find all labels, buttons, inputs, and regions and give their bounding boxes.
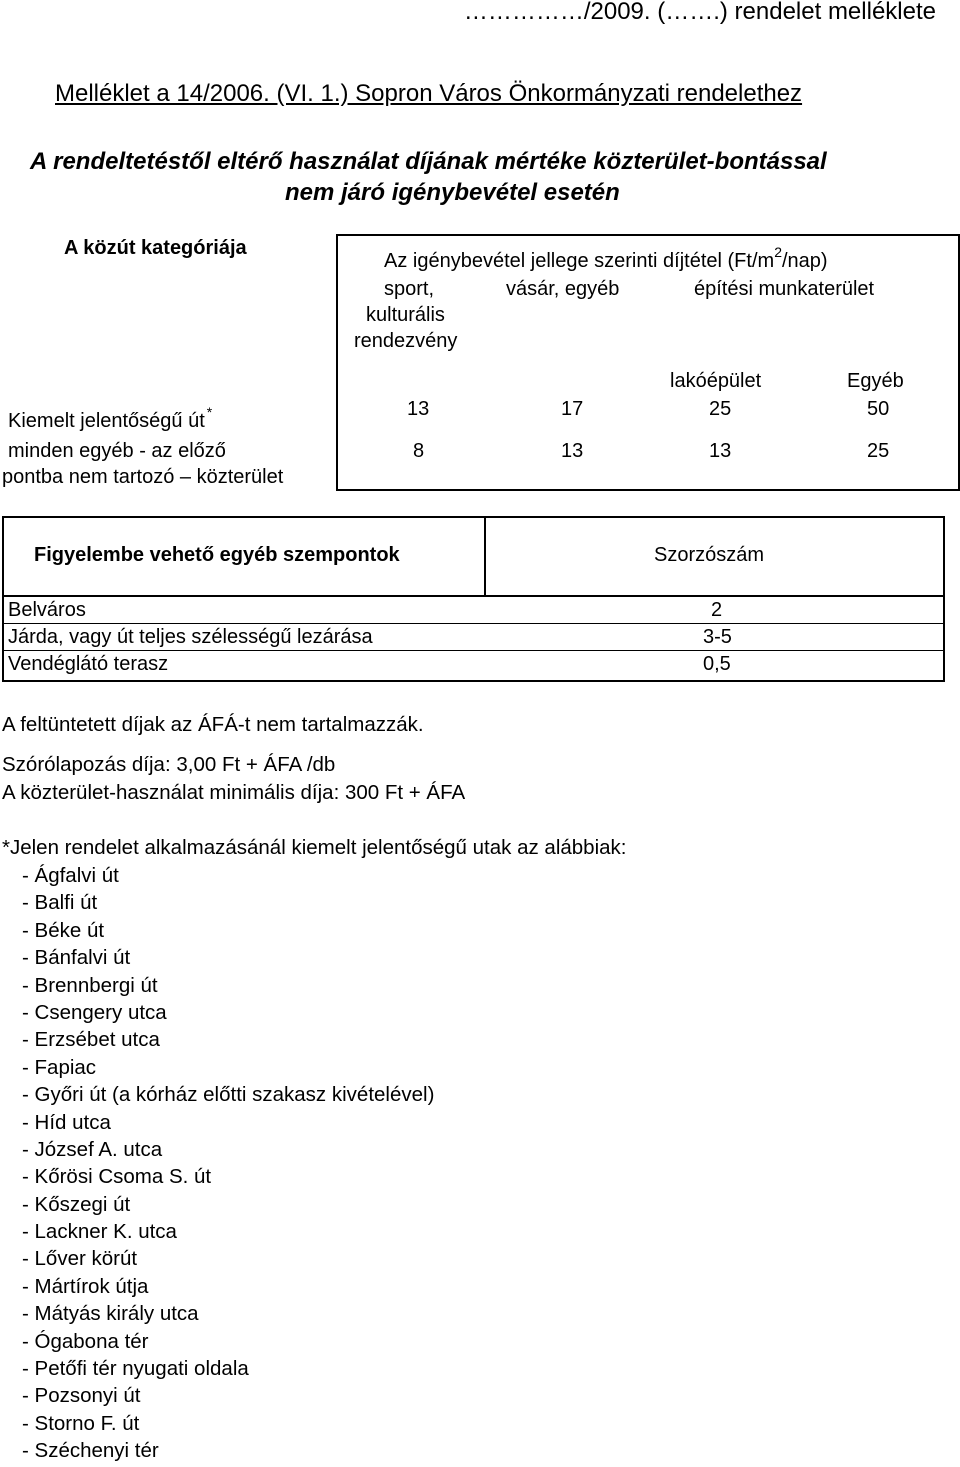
min-fee: A közterület-használat minimális díja: 300 Ft + ÁFA bbox=[2, 781, 466, 804]
aspect-cell: Belváros bbox=[8, 599, 86, 621]
multiplier-cell: 2 bbox=[711, 599, 723, 621]
list-item: - Storno F. út bbox=[22, 1411, 140, 1435]
list-item: - Győri út (a kórház előtti szakasz kivételével) bbox=[22, 1083, 435, 1107]
list-item: - Ógabona tér bbox=[22, 1329, 149, 1353]
footnote-mark: * bbox=[206, 404, 213, 420]
list-item: - Brennbergi út bbox=[22, 973, 158, 997]
list-item: - Béke út bbox=[22, 918, 105, 942]
list-item: - Bánfalvi út bbox=[22, 946, 131, 970]
decree-line: ……………/2009. (…….) rendelet melléklete bbox=[463, 0, 936, 25]
fee-header-sup: 2 bbox=[774, 244, 782, 260]
list-item: - Mátyás király utca bbox=[22, 1302, 199, 1326]
flyer-fee: Szórólapozás díja: 3,00 Ft + ÁFA /db bbox=[2, 753, 336, 776]
list-item: - Erzsébet utca bbox=[22, 1028, 160, 1052]
list-item: - Lackner K. utca bbox=[22, 1220, 177, 1244]
fee-cell: 13 bbox=[709, 440, 732, 462]
col-construction: építési munkaterület bbox=[694, 278, 875, 300]
fee-cell: 50 bbox=[867, 398, 890, 420]
multiplier-cell: 0,5 bbox=[703, 653, 731, 675]
annex-line: Melléklet a 14/2006. (VI. 1.) Sopron Város Önkormányzati rendelethez bbox=[55, 80, 803, 107]
list-item: - Kőszegi út bbox=[22, 1192, 131, 1216]
multiplier-row-divider bbox=[2, 650, 945, 651]
vat-note: A feltüntetett díjak az ÁFÁ-t nem tartalmazzák. bbox=[2, 713, 424, 736]
multiplier-table-left-border bbox=[2, 516, 4, 682]
category-header: A közút kategóriája bbox=[64, 237, 247, 259]
list-item: - József A. utca bbox=[22, 1137, 163, 1161]
aspect-cell: Járda, vagy út teljes szélességű lezárása bbox=[8, 626, 373, 648]
fee-cell: 25 bbox=[709, 398, 732, 420]
list-item: - Lőver körút bbox=[22, 1247, 138, 1271]
fee-table-divider bbox=[336, 234, 338, 491]
row-label-other-area-2: pontba nem tartozó – közterület bbox=[2, 466, 284, 488]
multiplier-table-header-bottom bbox=[2, 595, 945, 597]
list-item: - Csengery utca bbox=[22, 1000, 167, 1024]
col-other: Egyéb bbox=[847, 370, 904, 392]
col-sport-2: kulturális bbox=[366, 304, 445, 326]
list-item: - Mártírok útja bbox=[22, 1274, 149, 1298]
row-label-other-area-1: minden egyéb - az előző bbox=[8, 440, 226, 462]
col-sport-1: sport, bbox=[384, 278, 435, 300]
title-line-1: A rendeltetéstől eltérő használat díjának mértéke közterület-bontással bbox=[30, 148, 827, 175]
col-market: vásár, egyéb bbox=[506, 278, 620, 300]
aspect-cell: Vendéglátó terasz bbox=[8, 653, 169, 675]
highlighted-roads-list bbox=[22, 862, 434, 1465]
fee-cell: 8 bbox=[413, 440, 425, 462]
list-item: - Fapiac bbox=[22, 1055, 97, 1079]
list-item: - Híd utca bbox=[22, 1110, 111, 1134]
fee-table-bottom-border bbox=[336, 489, 959, 491]
fee-cell: 17 bbox=[561, 398, 584, 420]
multiplier-table-right-border bbox=[943, 516, 945, 682]
fee-cell: 25 bbox=[867, 440, 890, 462]
multiplier-row-divider bbox=[2, 623, 945, 624]
fee-table-top-border bbox=[336, 234, 959, 236]
aspects-header: Figyelembe vehető egyéb szempontok bbox=[34, 544, 400, 566]
list-item: - Petőfi tér nyugati oldala bbox=[22, 1357, 249, 1381]
row-label-highlighted-road: Kiemelt jelentőségű út * bbox=[8, 404, 213, 432]
list-item: - Széchenyi tér bbox=[22, 1439, 159, 1463]
fee-cell: 13 bbox=[407, 398, 430, 420]
multiplier-table-top-border bbox=[2, 516, 945, 518]
list-item: - Balfi út bbox=[22, 891, 98, 915]
multiplier-table-header-divider bbox=[484, 516, 486, 596]
multiplier-header: Szorzószám bbox=[654, 544, 765, 566]
multiplier-table-bottom-border bbox=[2, 680, 945, 682]
list-item: - Pozsonyi út bbox=[22, 1384, 141, 1408]
list-item: - Kőrösi Csoma S. út bbox=[22, 1165, 212, 1189]
col-sport-3: rendezvény bbox=[354, 330, 458, 352]
multiplier-cell: 3-5 bbox=[703, 626, 732, 648]
fee-cell: 13 bbox=[561, 440, 584, 462]
list-item: - Ágfalvi út bbox=[22, 864, 119, 887]
title-line-2: nem járó igénybevétel esetén bbox=[285, 179, 620, 206]
fee-header: Az igénybevétel jellege szerinti díjtétel $(Ft/m^2/nap)$ bbox=[384, 244, 828, 272]
roads-intro: *Jelen rendelet alkalmazásánál kiemelt jelentőségű utak az alábbiak: bbox=[2, 836, 627, 859]
col-residential: lakóépület bbox=[670, 370, 762, 392]
